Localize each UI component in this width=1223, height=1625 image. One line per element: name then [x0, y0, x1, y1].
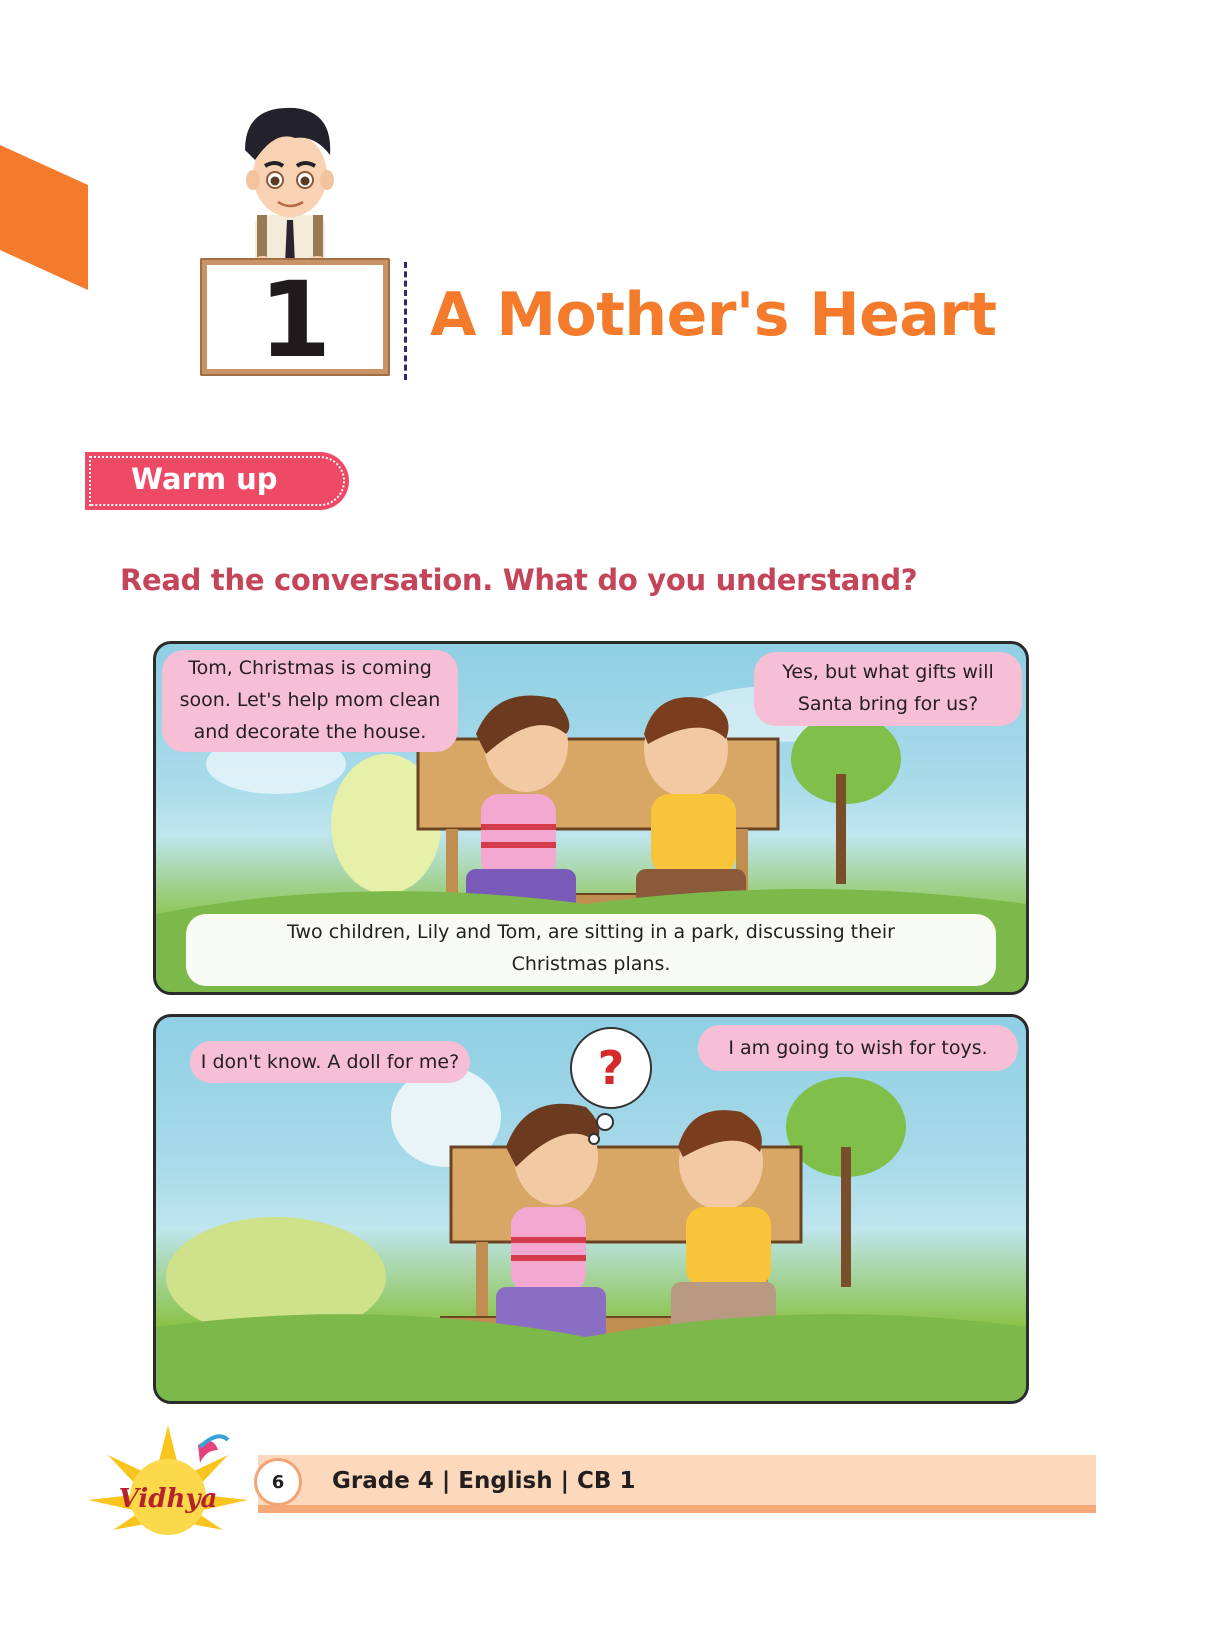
question-mark-icon: ? — [597, 1041, 625, 1095]
chapter-number-board — [200, 258, 390, 381]
instruction-heading: Read the conversation. What do you understand? — [120, 563, 918, 597]
bubble-line: soon. Let's help mom clean — [179, 689, 441, 711]
scene-caption — [186, 914, 996, 986]
warm-up-section-label — [85, 452, 349, 510]
speech-bubble-tom — [754, 652, 1022, 726]
caption-line: Two children, Lily and Tom, are sitting in a park, discussing their — [287, 921, 895, 943]
chapter-number: 1 — [258, 259, 332, 381]
footer-bar-accent — [258, 1505, 1096, 1513]
comic-panel-1 — [153, 641, 1029, 995]
bubble-line: I don't know. A doll for me? — [200, 1051, 460, 1073]
bubble-line: I am going to wish for toys. — [728, 1037, 988, 1059]
comic-panel-2 — [153, 1014, 1029, 1404]
bubble-line: Yes, but what gifts will — [782, 661, 994, 683]
bubble-line: and decorate the house. — [193, 721, 427, 743]
side-tab-decoration — [0, 145, 88, 290]
logo-text: Vidhya — [118, 1484, 218, 1514]
warm-up-label-text: Warm up — [131, 462, 278, 496]
speech-bubble-lily — [190, 1041, 470, 1083]
bubble-line: Tom, Christmas is coming — [188, 657, 432, 679]
mascot-boy-illustration — [215, 100, 365, 270]
thought-dot — [588, 1133, 600, 1145]
vidhya-logo — [88, 1425, 248, 1535]
speech-bubble-lily — [162, 650, 458, 752]
title-divider — [404, 262, 407, 380]
chapter-title: A Mother's Heart — [430, 280, 997, 350]
page-number: 6 — [254, 1458, 302, 1506]
footer-book-info: Grade 4 | English | CB 1 — [332, 1468, 636, 1494]
bubble-line: Santa bring for us? — [797, 693, 979, 715]
caption-line: Christmas plans. — [511, 953, 671, 975]
thought-dot — [596, 1113, 614, 1131]
thought-bubble — [570, 1027, 652, 1109]
speech-bubble-tom — [698, 1025, 1018, 1071]
